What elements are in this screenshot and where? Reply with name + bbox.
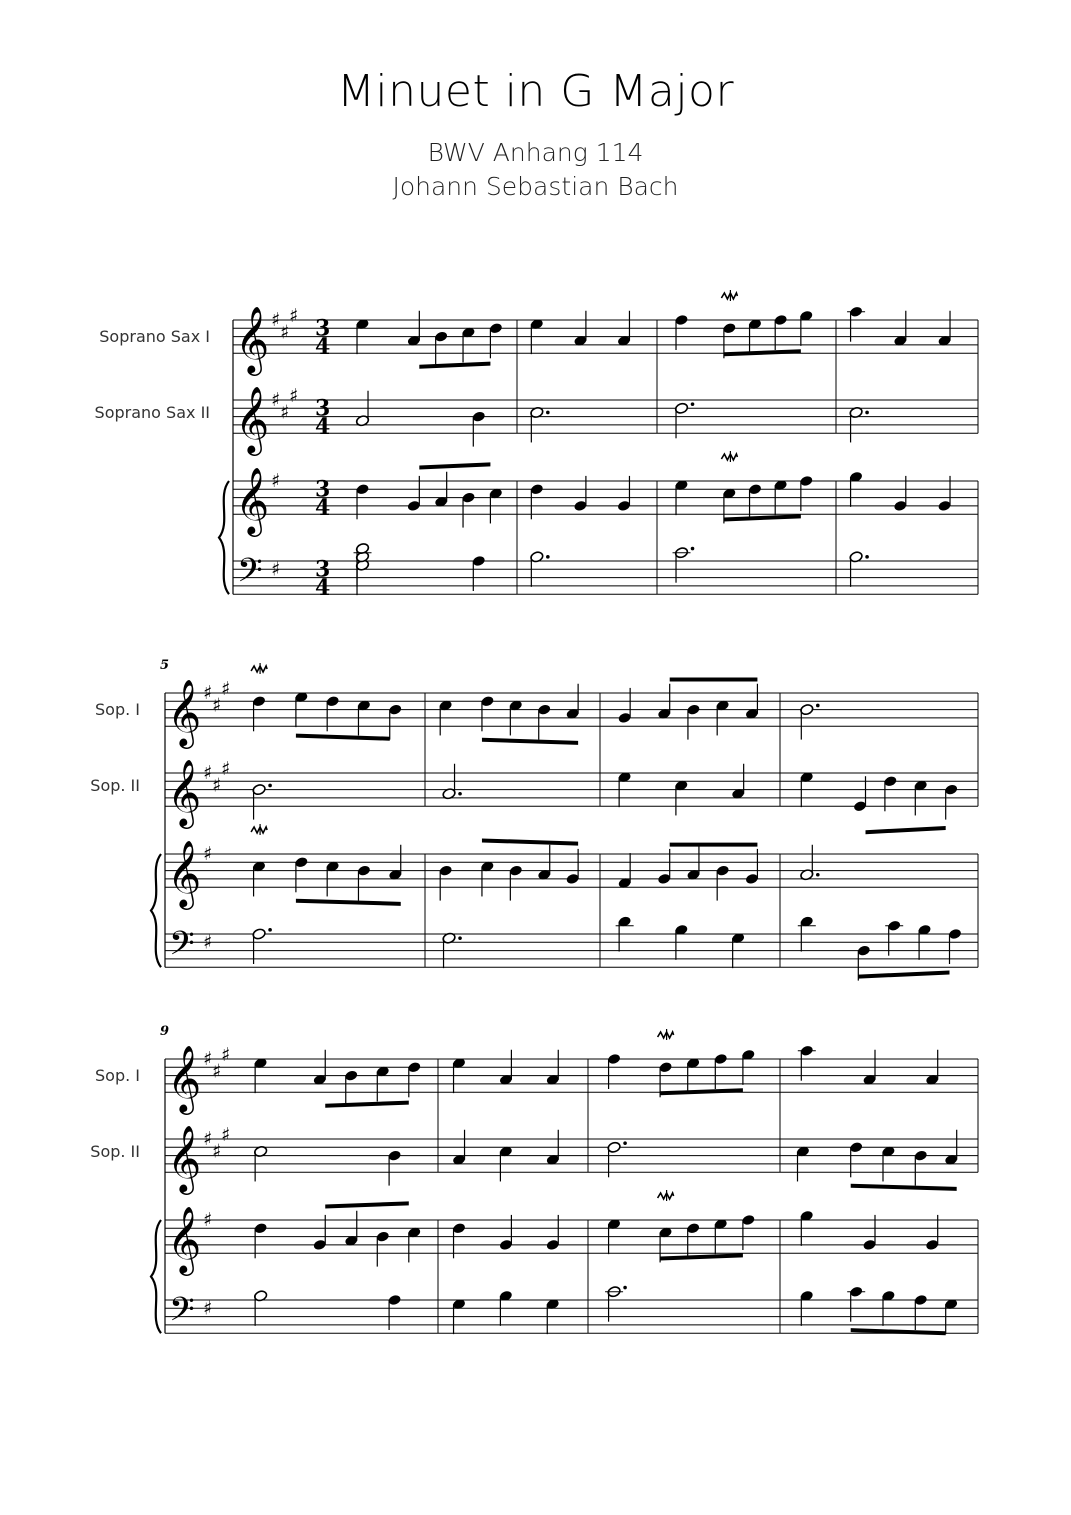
note-beam bbox=[296, 734, 390, 741]
augmentation-dot bbox=[865, 411, 869, 415]
sharp-accidental: ♯ bbox=[203, 931, 213, 954]
time-signature-bottom: 4 bbox=[315, 495, 331, 522]
mordent-ornament bbox=[251, 666, 267, 672]
augmentation-dot bbox=[268, 784, 272, 788]
instrument-label-sax1: Sop. I bbox=[95, 700, 140, 719]
treble-clef: 𝄞 bbox=[167, 758, 202, 827]
bass-clef: 𝄢 bbox=[169, 924, 195, 971]
instrument-label-sax1: Soprano Sax I bbox=[99, 327, 210, 346]
instrument-label-sax2: Sop. II bbox=[90, 1142, 140, 1161]
augmentation-dot bbox=[546, 411, 550, 415]
time-signature-top: 3 bbox=[315, 556, 331, 583]
mordent-ornament bbox=[251, 827, 267, 833]
mordent-ornament bbox=[721, 293, 737, 299]
instrument-label-sax2: Sop. II bbox=[90, 776, 140, 795]
sharp-accidental: ♯ bbox=[280, 401, 290, 424]
treble-clef: 𝄞 bbox=[167, 1124, 202, 1193]
augmentation-dot bbox=[458, 792, 462, 796]
note-beam bbox=[851, 1184, 957, 1191]
sharp-accidental: ♯ bbox=[221, 757, 231, 780]
sharp-accidental: ♯ bbox=[203, 1128, 213, 1150]
note-beam bbox=[296, 899, 401, 906]
measure-number: 5 bbox=[160, 658, 170, 673]
sharp-accidental: ♯ bbox=[289, 304, 299, 327]
treble-clef: 𝄞 bbox=[235, 385, 270, 454]
time-signature-bottom: 4 bbox=[315, 334, 331, 361]
measure-number: 9 bbox=[160, 1024, 170, 1039]
note-beam bbox=[866, 826, 946, 834]
augmentation-dot bbox=[623, 1141, 627, 1145]
sharp-accidental: ♯ bbox=[212, 774, 222, 797]
sharp-accidental: ♯ bbox=[203, 682, 213, 704]
note-beam bbox=[670, 677, 758, 681]
augmentation-dot bbox=[691, 402, 695, 406]
note-beam bbox=[419, 362, 490, 369]
time-signature-top: 3 bbox=[315, 395, 331, 422]
sharp-accidental: ♯ bbox=[280, 321, 290, 344]
bass-clef: 𝄢 bbox=[237, 551, 263, 598]
treble-clef: 𝄞 bbox=[167, 1205, 202, 1274]
sharp-accidental: ♯ bbox=[203, 843, 213, 865]
sharp-accidental: ♯ bbox=[221, 1123, 231, 1146]
sharp-accidental: ♯ bbox=[271, 558, 281, 581]
sharp-accidental: ♯ bbox=[203, 1297, 213, 1320]
note-beam bbox=[482, 738, 578, 745]
augmentation-dot bbox=[691, 547, 695, 551]
composer-name: Johann Sebastian Bach bbox=[392, 172, 679, 201]
augmentation-dot bbox=[816, 704, 820, 708]
treble-clef: 𝄞 bbox=[235, 466, 270, 535]
sharp-accidental: ♯ bbox=[221, 677, 231, 700]
treble-clef: 𝄞 bbox=[167, 839, 202, 908]
augmentation-dot bbox=[623, 1286, 627, 1290]
time-signature-bottom: 4 bbox=[315, 575, 331, 602]
sharp-accidental: ♯ bbox=[221, 1043, 231, 1066]
augmentation-dot bbox=[865, 555, 869, 559]
note-beam bbox=[670, 843, 758, 847]
time-signature-top: 3 bbox=[315, 476, 331, 503]
bass-clef: 𝄢 bbox=[169, 1290, 195, 1337]
note-beam bbox=[858, 970, 949, 978]
sharp-accidental: ♯ bbox=[271, 470, 281, 492]
note-beam bbox=[482, 838, 578, 845]
mordent-ornament bbox=[721, 454, 737, 460]
sharp-accidental: ♯ bbox=[203, 1209, 213, 1231]
note-beam bbox=[660, 1253, 743, 1260]
treble-clef: 𝄞 bbox=[167, 678, 202, 747]
note-beam bbox=[724, 514, 801, 521]
augmentation-dot bbox=[268, 928, 272, 932]
augmentation-dot bbox=[546, 555, 550, 559]
sharp-accidental: ♯ bbox=[271, 389, 281, 411]
note-beam bbox=[419, 462, 490, 469]
mordent-ornament bbox=[658, 1193, 674, 1199]
note-beam bbox=[325, 1201, 409, 1208]
catalog-number: BWV Anhang 114 bbox=[427, 138, 644, 167]
time-signature-bottom: 4 bbox=[315, 414, 331, 441]
treble-clef: 𝄞 bbox=[235, 305, 270, 374]
sharp-accidental: ♯ bbox=[203, 1048, 213, 1070]
note-beam bbox=[851, 1328, 946, 1335]
note-beam bbox=[325, 1101, 409, 1108]
sharp-accidental: ♯ bbox=[212, 1140, 222, 1163]
piano-brace bbox=[219, 481, 229, 594]
instrument-label-sax1: Sop. I bbox=[95, 1066, 140, 1085]
treble-clef: 𝄞 bbox=[167, 1044, 202, 1113]
note-beam bbox=[724, 349, 801, 356]
time-signature-top: 3 bbox=[315, 315, 331, 342]
note-beam bbox=[660, 1088, 743, 1095]
instrument-label-sax2: Soprano Sax II bbox=[94, 403, 210, 422]
sharp-accidental: ♯ bbox=[271, 309, 281, 331]
piano-brace bbox=[151, 854, 161, 967]
augmentation-dot bbox=[816, 873, 820, 877]
score-title: Minuet in G Major bbox=[336, 66, 735, 117]
sharp-accidental: ♯ bbox=[289, 384, 299, 407]
sharp-accidental: ♯ bbox=[203, 762, 213, 784]
sharp-accidental: ♯ bbox=[212, 694, 222, 717]
piano-brace bbox=[151, 1220, 161, 1333]
mordent-ornament bbox=[658, 1032, 674, 1038]
augmentation-dot bbox=[458, 936, 462, 940]
sharp-accidental: ♯ bbox=[212, 1060, 222, 1083]
